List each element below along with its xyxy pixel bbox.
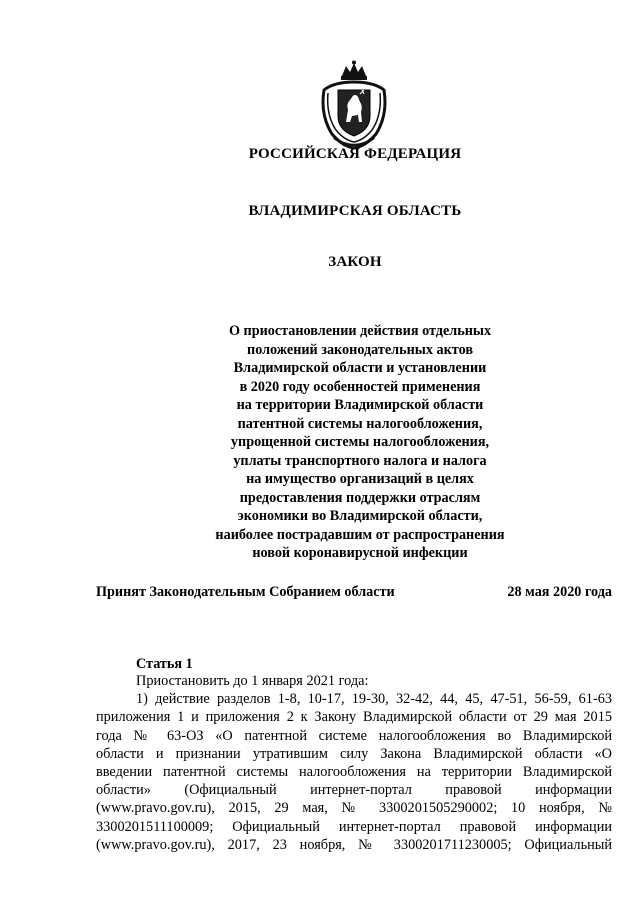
adoption-date: 28 мая 2020 года bbox=[507, 584, 612, 600]
law-title-line: О приостановлении действия отдельных bbox=[228, 323, 492, 339]
law-title-line: в 2020 году особенностей применения bbox=[239, 378, 481, 395]
law-title-line: предоставления поддержки отраслям bbox=[239, 489, 481, 506]
law-title-line: экономики во Владимирской области, bbox=[237, 508, 483, 524]
article-line: приложения 1 и приложения 2 к Закону Владимирской области от 29 мая 2015 bbox=[96, 709, 612, 726]
law-title-line: положений законодательных актов bbox=[247, 341, 473, 358]
coat-of-arms-icon bbox=[318, 60, 390, 150]
law-title-line: Владимирской области и установлении bbox=[233, 360, 487, 376]
law-title-line: на имущество организаций в целях bbox=[246, 471, 474, 487]
article-line: области» (Официальный интернет-портал правовой информации bbox=[96, 782, 612, 799]
article-line: области и признании утратившим силу Закона Владимирской области «О bbox=[96, 745, 612, 762]
article-line: (www.pravo.gov.ru), 2015, 29 мая, № 3300201505290002; 10 ноября, № bbox=[96, 800, 612, 817]
law-title-line: новой коронавирусной инфекции bbox=[252, 545, 468, 561]
article-heading: Статья 1 bbox=[136, 656, 193, 672]
article-line: 1) действие разделов 1-8, 10-17, 19-30, 32-42, 44, 45, 47-51, 56-59, 61-63 bbox=[136, 691, 612, 708]
law-title bbox=[200, 322, 520, 563]
article-intro: Приостановить до 1 января 2021 года: bbox=[136, 673, 369, 689]
law-title-line: упрощенной системы налогообложения, bbox=[230, 434, 490, 450]
law-title-line: на территории Владимирской области bbox=[236, 397, 484, 413]
law-title-line: патентной системы налогообложения, bbox=[237, 415, 483, 432]
law-title-line: наиболее пострадавшим от распространения bbox=[215, 526, 505, 543]
adoption-statement: Принят Законодательным Собранием области bbox=[96, 584, 395, 600]
article-body bbox=[96, 672, 612, 854]
article-line: (www.pravo.gov.ru), 2017, 23 ноября, № 3300201711230005; Официальный bbox=[96, 836, 612, 853]
article-line: 3300201511100009; Официальный интернет-портал правовой информации bbox=[96, 818, 612, 835]
law-title-line: уплаты транспортного налога и налога bbox=[233, 452, 487, 469]
region-heading: ВЛАДИМИРСКАЯ ОБЛАСТЬ bbox=[248, 203, 462, 219]
country-heading: РОССИЙСКАЯ ФЕДЕРАЦИЯ bbox=[248, 146, 462, 162]
article-line: введении патентной системы налогообложения на территории Владимирской bbox=[96, 764, 612, 781]
document-type-heading: ЗАКОН bbox=[328, 254, 382, 270]
article-line: года № 63-ОЗ «О патентной системе налогообложения во Владимирской bbox=[96, 727, 612, 744]
